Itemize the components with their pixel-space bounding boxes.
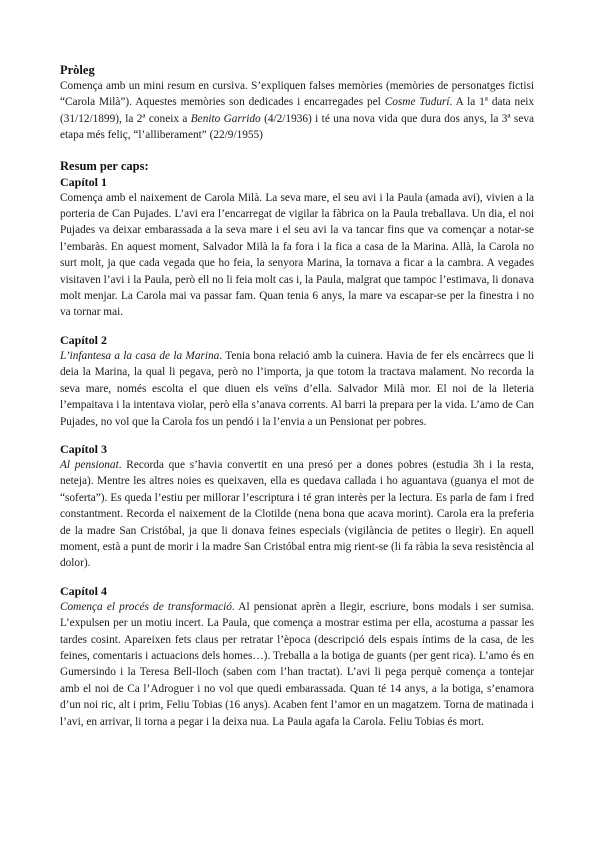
- chapter-body: . Tenia bona relació amb la cuinera. Havia de fer els encàrrecs que li deia la Marina, la qual li pegava, però no l’importa, ja que totom la tractava malament. No recorda la seva mare, només escolta el que diuen els veïns d’ella. Salvador Milà mor. El noi de la lleteria l’empaitava i la intentava violar, però ella s’anava corrents. Al barri la prepara per la vida. L’amo de Can Pujades, no vol que la Carola fos un pendó i la l’envia a un Pensionat per pobres.: [60, 349, 534, 428]
- chapter-title: Capítol 3: [60, 441, 108, 456]
- chapter-3: [60, 441, 534, 572]
- chapter-4: [60, 583, 534, 730]
- prologue-text-1: Comença amb un mini resum en cursiva. S’expliquen falses memòries (memòries de personatges fictisi “Carola Milà”). Aquestes memòries son dedicades i encarregades pel: [60, 80, 534, 109]
- prologue-title: Pròleg: [60, 63, 95, 77]
- prologue-paragraph: [60, 78, 534, 144]
- summary-title: Resum per caps:: [60, 158, 149, 173]
- chapter-1: [60, 174, 534, 321]
- chapter-italic: Al pensionat: [60, 458, 119, 471]
- chapter-text: [60, 348, 534, 430]
- chapter-body: Comença amb el naixement de Carola Milà. La seva mare, el seu avi i la Paula (amada avi), vivien a la porteria de Can Pujades. L’avi era l’encarregat de vigilar la fàbrica on la Paula treballava. Un dia, el noi Pujades va deixar embarassada a la seva mare i el seu avi la va tancar fins que va començar a notar-se l’embaràs. En aquest moment, Salvador Milà la fa fora i la fica a casa de la Marina. Allà, la Carola no surt molt, ja que cada vegada que ho feia, la senyora Marina, la tornava a ficar a la cambra. A vegades visitaven l’avi i la Paula, però ell no li feia molt cas i, la Paula, malgrat que tampoc l’estimava, li donava molt menjar. La Carola mai va passar fam. Quan tenia 6 anys, la mare va escapar-se per la finestra i no va tornar mai.: [60, 191, 534, 319]
- prologue-text-2: . A la 1ª data neix (31/12/1899), la 2ª coneix a: [60, 96, 534, 125]
- chapter-title: Capítol 1: [60, 174, 108, 189]
- document-page: [60, 62, 534, 730]
- chapter-italic: Comença el procés de transformació: [60, 600, 232, 613]
- chapter-italic: L’infantesa a la casa de la Marina: [60, 349, 220, 362]
- chapter-body: . Recorda que s’havia convertit en una presó per a dones pobres (estudia 3h i la resta, neteja). Mentre les altres noies es queixaven, ella es quedava callada i ho aguantava (guanya el mot de “soferta”). Es queda l’estiu per millorar l’escriptura i té gran interès per la lectura. Es parla de fam i fred constantment. Recorda el naixement de la Clotilde (nena bona que acava morint). Carola era la preferia de la madre San Cristóbal, ja que li donava feines especials (vigilància de petites o llegir). En aquell moment, està a punt de morir i la madre San Cristóbal entra mig rient-se (li fa ràbia la seva resistència al dolor).: [60, 458, 534, 570]
- chapter-title: Capítol 2: [60, 332, 108, 347]
- chapter-text: [60, 457, 534, 572]
- chapter-body: . Al pensionat aprèn a llegir, escriure, bons modals i ser sumisa. L’expulsen per un motiu incert. La Paula, que comença a mostrar estima per ella, acostuma a passar les tardes cosint. Apareixen fets claus per retratar l’època (descripció dels espais íntims de la casa, de les feines, comentaris i actuacions dels homes…). Treballa a la botiga de guants (per gent rica). L’amo és en Gumersindo i la Teresa Bell-lloch (saben com l’han tractat). L’avi li pega perquè comença a tontejar amb el noi de Ca l’Adroguer i no vol que quedi embarassada. Quan té 14 anys, a la botiga, s’enamora d’un noi ric, alt i prim, Feliu Tobias (16 anys). Acaben fent l’amor en un magatzem. Torna de matinada i l’avi, en arrivar, li torna a pegar i la deixa nua. La Paula agafa la Carola. Feliu Tobias és mort.: [60, 600, 534, 728]
- chapter-2: [60, 332, 534, 430]
- prologue-text-3: (4/2/1936) i té una nova vida que dura dos anys, la 3ª seva etapa més feliç, “l’alliberament” (22/9/1955): [60, 112, 534, 142]
- chapter-text: [60, 190, 534, 321]
- chapter-title: Capítol 4: [60, 583, 108, 598]
- prologue-italic-name-1: Cosme Tudurí: [384, 96, 450, 109]
- prologue-italic-name-2: Benito Garrido: [190, 112, 261, 125]
- chapter-text: [60, 599, 534, 730]
